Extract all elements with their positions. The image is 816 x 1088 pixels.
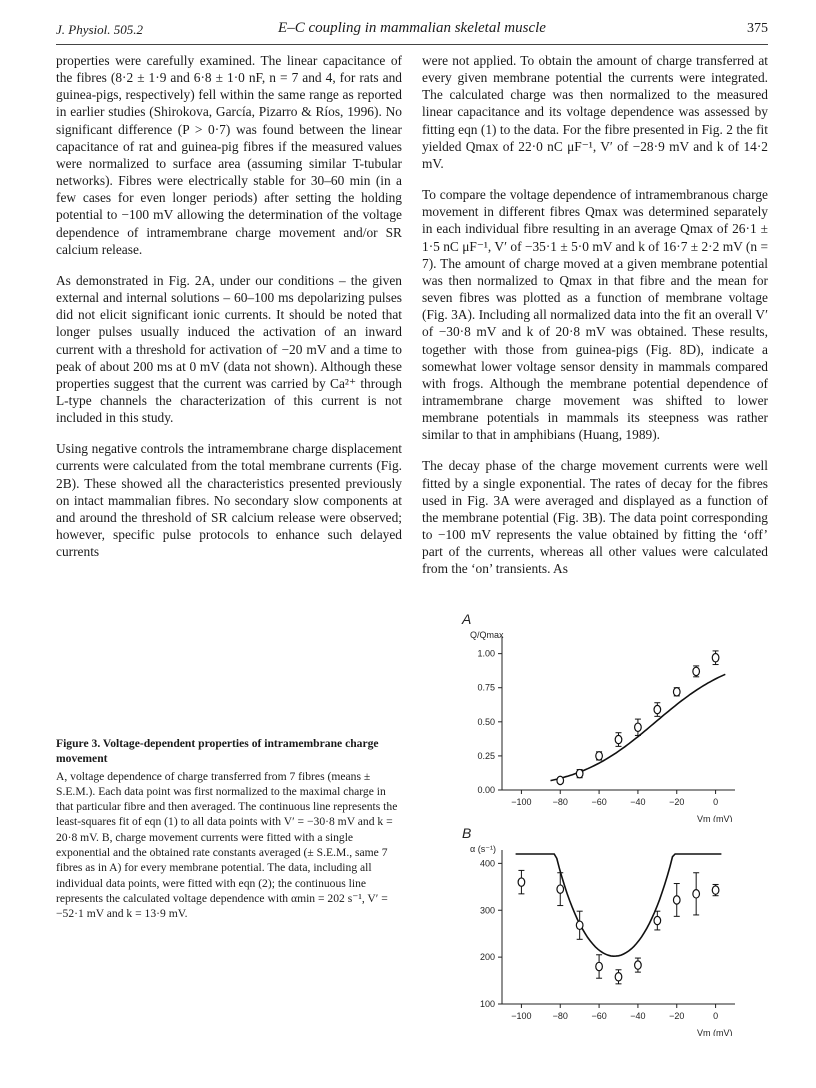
chart-a [440,612,760,822]
data-point [654,705,661,713]
data-point [673,688,680,696]
figure-3b [440,826,760,1041]
data-point [693,667,700,675]
right-column [422,52,768,592]
x-tick-label: −100 [511,1011,532,1021]
x-tick-label: −100 [511,797,532,807]
panel-label: A [462,612,472,627]
caption-body: A, voltage dependence of charge transferred from 7 fibres (means ± S.E.M.). Each data point was first normalized to the maximal charge in that particular fibre and then averaged. The continuous line represents the least-squares fit of eqn (1) to all data points with V′ = −30·8 mV and k = 20·8 mV. B, charge movement currents were fitted with a single exponential and the obtained rate constants averaged (± S.E.M., same 7 fibres as in A) for every membrane potential. The data, including all individual data points, were fitted with eqn (2); the continuous line represents the calculated voltage dependence with αmin = 202 s⁻¹, V′ = −52·1 mV and k = 13·9 mV. [56,769,398,921]
y-axis-label: Q/Qmax [470,630,504,640]
paragraph: were not applied. To obtain the amount of charge transferred at every given membrane potential the currents were integrated. The calculated charge was then normalized to the measured linear capacitance and its voltage dependence was assessed by fitting eqn (1) to the data. For the fibre presented in Fig. 2 the fit yielded Qmax of 22·0 nC μF⁻¹, V′ of −28·9 mV and k of 14·2 mV. [422,53,768,171]
x-tick-label: 0 [713,1011,719,1021]
y-tick-label: 1.00 [477,648,495,659]
y-tick-label: 200 [479,952,495,963]
y-tick-label: 0.75 [477,682,495,693]
x-tick-label: −60 [591,797,607,807]
y-tick-label: 300 [479,905,495,916]
data-point [673,896,680,904]
header-rule [56,44,768,45]
x-tick-label: −80 [552,1011,568,1021]
paragraph: To compare the voltage dependence of intramembranous charge movement in different fibres Qmax was determined separately in each individual fibre resulting in an average Qmax of 26·1 ± 1·5 nC μF⁻¹, V′ of −35·1 ± 5·0 mV and k of 16·7 ± 2·2 mV (n = 7). The amount of charge moved at a given membrane potential was then normalized to Qmax in that fibre and the mean for seven fibres was plotted as a function of membrane voltage (Fig. 3A). Including all normalized data into the fit an overall V′ of −30·8 mV and k of 20·8 mV was obtained. These results, together with those from guinea-pigs (Fig. 8D), indicate a somewhat lower voltage sensor density in mammals compared with frogs. Although the membrane potential dependence of intramembrane charge movement was shifted to lower membrane potentials in mammals its steepness was rather similar to that in amphibians (Huang, 1989). [422,187,768,443]
paragraph: properties were carefully examined. The linear capacitance of the fibres (8·2 ± 1·9 and 6·8 ± 1·0 nF, n = 7 and 4, for rats and guinea-pigs, respectively) fell within the same range as reported in earlier studies (Shirokova, García, Pizarro & Ríos, 1996). No significant difference (P > 0·7) was found between the linear capacitance of rat and guinea-pig fibres if the measured values were normalized to surface area (assuming similar T-tubular networks). Fibres were electrically stable for 30–60 min (in a few cases for even longer periods) after setting the holding potential to −100 mV allowing the determination of the voltage dependence of intramembrane charge movement and/or SR calcium release. [56,53,402,257]
x-tick-label: −20 [669,797,685,807]
running-title: E–C coupling in mammalian skeletal muscle [278,20,546,36]
data-point [615,973,622,981]
paragraph: The decay phase of the charge movement currents were well fitted by a single exponential. The rates of decay for the fibres used in Fig. 3A were averaged and displayed as a function of the membrane potential (Fig. 3B). The data point corresponding to −100 mV represents the value obtained by fitting the ‘off’ part of the currents, whereas all other values were calculated from the ‘on’ transients. As [422,458,768,577]
data-point [712,654,719,662]
paragraph: Using negative controls the intramembrane charge displacement currents were calculated from the total membrane currents (Fig. 2B). These showed all the characteristics presented previously on intact mammalian fibres. No secondary slow components at and around the threshold of SR calcium release were observed; however, specific pulse protocols to enhance such delayed currents [56,441,402,560]
chart-b [440,826,760,1036]
panel-label: B [462,826,472,841]
data-point [635,723,642,731]
data-point [635,961,642,969]
x-tick-label: −40 [630,797,646,807]
y-tick-label: 0.50 [477,716,495,727]
data-point [693,890,700,898]
x-axis-label: Vm (mV) [697,1028,733,1036]
left-column [56,52,402,574]
journal-name: J. Physiol. 505.2 [56,22,144,37]
y-tick-label: 100 [479,999,495,1009]
data-point [557,776,564,784]
data-point [615,735,622,743]
figure-3a [440,612,760,827]
x-tick-label: 0 [713,797,719,807]
data-point [518,878,525,886]
y-axis-label: α (s⁻¹) [470,844,496,854]
data-point [576,921,583,929]
data-point [654,916,661,924]
page-number: 375 [747,21,768,36]
data-point [596,962,603,970]
y-tick-label: 0.25 [477,750,495,761]
data-point [596,752,603,760]
data-point [557,885,564,893]
caption-title: Figure 3. Voltage-dependent properties of intramembrane charge movement [56,737,379,766]
data-point [712,886,719,894]
x-axis-label: Vm (mV) [697,814,733,822]
y-tick-label: 400 [479,858,495,869]
y-tick-label: 0.00 [477,785,495,795]
page-header [56,20,768,42]
paragraph: As demonstrated in Fig. 2A, under our conditions – the given external and internal solutions – 60–100 ms depolarizing pulses did not elicit significant ionic currents. It should be noted that longer pulses usually induced the activation of an inward current with a threshold for activation of −20 mV and a time to peak of about 200 ms at 0 mV (data not shown). Although these properties suggest that the current was carried by Ca²⁺ through L-type channels the characterization of this current is not included in this study. [56,272,402,426]
data-point [576,769,583,777]
x-tick-label: −80 [552,797,568,807]
x-tick-label: −60 [591,1011,607,1021]
x-tick-label: −40 [630,1011,646,1021]
figure-caption [56,736,406,922]
fit-curve [516,854,722,956]
x-tick-label: −20 [669,1011,685,1021]
